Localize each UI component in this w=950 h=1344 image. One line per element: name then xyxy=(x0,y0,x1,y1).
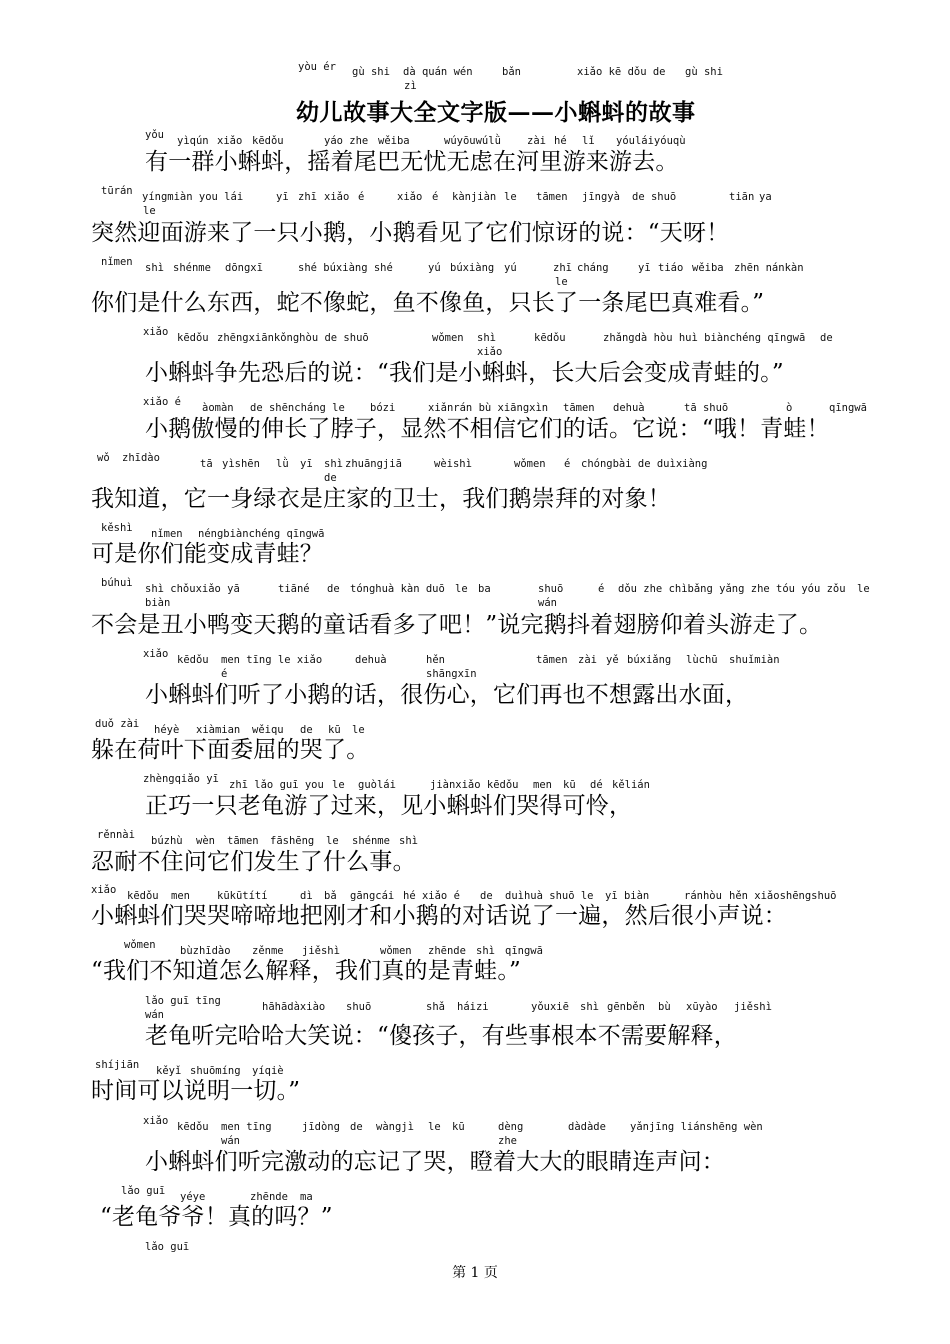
pinyin: jīngyà xyxy=(582,191,620,203)
pinyin: men xyxy=(533,779,552,791)
page-title: 幼儿故事大全文字版——小蝌蚪的故事 xyxy=(296,99,696,126)
pinyin: jīdòng xyxy=(302,1121,340,1133)
pinyin: yú xyxy=(428,262,441,274)
pinyin: yíqiè xyxy=(252,1065,284,1077)
pinyin: yìqún xyxy=(177,135,209,147)
pinyin: le xyxy=(555,276,568,288)
text-line: 小蝌蚪们哭哭啼啼地把刚才和小鹅的对话说了一遍，然后很小声说： xyxy=(91,903,787,929)
text-line: 老龟听完哈哈大笑说：“傻孩子，有些事根本不需要解释， xyxy=(145,1023,737,1049)
pinyin: xiǎo xyxy=(143,326,169,338)
title-pinyin: gù shi xyxy=(685,66,723,78)
pinyin: tā xyxy=(200,458,213,470)
pinyin: qīngwā xyxy=(505,945,543,957)
pinyin: zhēngxiānkǒnghòu de shuō xyxy=(217,332,369,344)
pinyin: le xyxy=(326,835,339,847)
pinyin: wèishì xyxy=(434,458,472,470)
pinyin: tiān xyxy=(729,191,755,203)
pinyin: wúyōuwúlǜ xyxy=(444,135,501,147)
pinyin: tāmen xyxy=(536,654,568,666)
pinyin: dàdàde xyxy=(568,1121,606,1133)
pinyin: zhēnde xyxy=(250,1191,288,1203)
pinyin: àomàn xyxy=(202,402,234,414)
pinyin: wǒmen xyxy=(514,458,546,470)
pinyin: lǎo guī xyxy=(145,1241,190,1253)
pinyin: duǒ zài xyxy=(95,718,140,730)
pinyin: kēdǒu xyxy=(177,1121,209,1133)
pinyin: tūrán xyxy=(101,185,133,197)
pinyin: jiěshì xyxy=(302,945,340,957)
pinyin: shénme xyxy=(352,835,390,847)
pinyin: kū xyxy=(563,779,576,791)
pinyin: dé xyxy=(590,779,603,791)
pinyin: chóngbài de duìxiàng xyxy=(581,458,708,470)
pinyin: zhī lǎo guī you xyxy=(229,779,324,791)
pinyin: wěiba xyxy=(692,262,724,274)
text-line: 我知道，它一身绿衣是庄家的卫士，我们鹅崇拜的对象！ xyxy=(91,486,671,512)
pinyin: duìhuà shuō le xyxy=(505,890,594,902)
text-line: 小蝌蚪争先恐后的说：“我们是小蝌蚪，长大后会变成青蛙的。” xyxy=(145,360,784,386)
pinyin: ò xyxy=(786,402,793,414)
pinyin: dì xyxy=(300,890,313,902)
pinyin: tāmen xyxy=(563,402,595,414)
pinyin: lǎo guī tīng xyxy=(145,995,221,1007)
pinyin: yáo zhe xyxy=(324,135,369,147)
pinyin: gēnběn xyxy=(607,1001,645,1013)
pinyin: kēdǒu xyxy=(177,654,209,666)
pinyin: le xyxy=(332,779,345,791)
pinyin: shì xyxy=(145,262,164,274)
text-line: 小蝌蚪们听了小鹅的话，很伤心，它们再也不想露出水面， xyxy=(145,682,749,708)
pinyin: ránhòu xyxy=(684,890,722,902)
text-line: 小蝌蚪们听完激动的忘记了哭，瞪着大大的眼睛连声问： xyxy=(145,1149,725,1175)
pinyin: lǜ xyxy=(276,458,289,470)
pinyin: jiěshì xyxy=(734,1001,772,1013)
text-line: 躲在荷叶下面委屈的哭了。 xyxy=(91,737,370,763)
pinyin: wán xyxy=(221,1135,240,1147)
pinyin: de xyxy=(324,472,337,484)
pinyin: tāmen xyxy=(227,835,259,847)
pinyin: yī xyxy=(276,191,289,203)
pinyin: xiǎo xyxy=(91,884,117,896)
title-pinyin: xiǎo kē dǒu de xyxy=(577,66,666,78)
pinyin: bù xyxy=(658,1001,671,1013)
pinyin: dehuà xyxy=(355,654,387,666)
pinyin: kànjiàn xyxy=(452,191,497,203)
pinyin: kūkūtítí xyxy=(217,890,268,902)
pinyin: shì chǒuxiǎo yā xyxy=(145,583,240,595)
pinyin: zhuāngjiā xyxy=(345,458,402,470)
pinyin: fāshēng xyxy=(270,835,315,847)
text-line: 不会是丑小鸭变天鹅的童话看多了吧！”说完鹅抖着翅膀仰着头游走了。 xyxy=(91,612,823,638)
pinyin: zhīdào xyxy=(122,452,160,464)
pinyin: kēdǒu xyxy=(252,135,284,147)
pinyin: zhēn nánkàn xyxy=(734,262,804,274)
pinyin: shāngxīn xyxy=(426,668,477,680)
pinyin: yéye xyxy=(180,1191,206,1203)
title-pinyin: bǎn xyxy=(502,66,521,78)
pinyin: tiáo xyxy=(658,262,684,274)
pinyin: xiǎo xyxy=(477,346,503,358)
pinyin: yú xyxy=(504,262,517,274)
text-line: 小鹅傲慢的伸长了脖子，显然不相信它们的话。它说：“哦！青蛙！ xyxy=(145,416,830,442)
pinyin: nǐmen xyxy=(151,528,183,540)
pinyin: qīngwā xyxy=(829,402,867,414)
pinyin: háizi xyxy=(457,1001,489,1013)
pinyin: xiǎo xyxy=(217,135,243,147)
pinyin: bǎ xyxy=(324,890,337,902)
pinyin: hé xyxy=(554,135,567,147)
pinyin: dōngxī xyxy=(225,262,263,274)
title-pinyin: zì xyxy=(404,80,417,92)
pinyin: zài xyxy=(578,654,597,666)
pinyin: kěshì xyxy=(101,522,133,534)
text-line: “老龟爷爷！真的吗？” xyxy=(100,1204,333,1230)
text-line: 可是你们能变成青蛙？ xyxy=(91,541,323,567)
pinyin: kū xyxy=(328,724,341,736)
text-line: “我们不知道怎么解释，我们真的是青蛙。” xyxy=(91,958,522,984)
pinyin: yī biàn xyxy=(605,890,650,902)
pinyin: zhī xyxy=(298,191,317,203)
pinyin: zěnme xyxy=(252,945,284,957)
pinyin: wěiqu xyxy=(252,724,284,736)
pinyin: tāmen xyxy=(536,191,568,203)
pinyin: shì xyxy=(476,945,495,957)
pinyin: hěn xyxy=(426,654,445,666)
pinyin: kěyǐ xyxy=(156,1065,182,1077)
pinyin: le xyxy=(857,583,870,595)
pinyin: xiǎo xyxy=(324,191,350,203)
pinyin: de xyxy=(327,583,340,595)
pinyin: hěn xiǎoshēngshuō xyxy=(729,890,837,902)
pinyin: lǎo guī xyxy=(121,1185,166,1197)
pinyin: bózi xyxy=(370,402,396,414)
pinyin: yóuláiyóuqù xyxy=(616,135,686,147)
pinyin: wán xyxy=(538,597,557,609)
pinyin: dehuà xyxy=(613,402,645,414)
pinyin: le xyxy=(143,205,156,217)
pinyin: xūyào xyxy=(686,1001,718,1013)
pinyin: men xyxy=(171,890,190,902)
text-line: 突然迎面游来了一只小鹅，小鹅看见了它们惊讶的说：“天呀！ xyxy=(91,220,730,246)
pinyin: rěnnài xyxy=(97,829,135,841)
pinyin: shénme xyxy=(173,262,211,274)
pinyin: le xyxy=(504,191,517,203)
pinyin: le xyxy=(352,724,365,736)
pinyin: men tīng le xiǎo xyxy=(221,654,323,666)
text-line: 正巧一只老龟游了过来，见小蝌蚪们哭得可怜， xyxy=(145,793,633,819)
pinyin: tónghuà kàn duō xyxy=(350,583,445,595)
pinyin: shuōmíng xyxy=(190,1065,241,1077)
pinyin: de xyxy=(350,1121,363,1133)
pinyin: yìshēn xyxy=(222,458,260,470)
pinyin: shì xyxy=(324,458,343,470)
pinyin: tiāné xyxy=(278,583,310,595)
pinyin: xiàmian xyxy=(196,724,241,736)
pinyin: wǒ xyxy=(97,452,110,464)
pinyin: guòlái xyxy=(358,779,396,791)
pinyin: yǎnjīng liánshēng wèn xyxy=(630,1121,763,1133)
pinyin: cháng xyxy=(577,262,609,274)
pinyin: yǒu xyxy=(145,129,164,141)
pinyin: shé búxiàng shé xyxy=(298,262,393,274)
pinyin: é xyxy=(221,668,228,680)
pinyin: dèng xyxy=(498,1121,524,1133)
pinyin: nǐmen xyxy=(101,256,133,268)
pinyin: shuō xyxy=(538,583,564,595)
pinyin: kēdǒu xyxy=(177,332,209,344)
pinyin: le xyxy=(455,583,468,595)
pinyin: wèn xyxy=(196,835,215,847)
pinyin: búxiǎng xyxy=(627,654,672,666)
pinyin: shíjiān xyxy=(95,1059,140,1071)
pinyin: wǒmen xyxy=(432,332,464,344)
text-line: 你们是什么东西，蛇不像蛇，鱼不像鱼，只长了一条尾巴真难看。” xyxy=(91,290,765,316)
pinyin: hāhādàxiào xyxy=(262,1001,326,1013)
pinyin: yě xyxy=(606,654,619,666)
pinyin: de shuō xyxy=(632,191,677,203)
text-line: 有一群小蝌蚪，摇着尾巴无忧无虑在河里游来游去。 xyxy=(145,149,679,175)
pinyin: kū xyxy=(452,1121,465,1133)
pinyin: xiǎnrán bù xiāngxìn xyxy=(428,402,549,414)
pinyin: men tīng xyxy=(221,1121,272,1133)
pinyin: kēdǒu xyxy=(127,890,159,902)
pinyin: é xyxy=(358,191,365,203)
pinyin: zài xyxy=(527,135,546,147)
pinyin: de xyxy=(820,332,833,344)
pinyin: de xyxy=(300,724,313,736)
pinyin: wán xyxy=(145,1009,164,1021)
pinyin: héyè xyxy=(154,724,180,736)
pinyin: xiǎo xyxy=(143,648,169,660)
pinyin: xiǎo xyxy=(143,1115,169,1127)
pinyin: jiànxiǎo kēdǒu xyxy=(430,779,519,791)
pinyin: zhǎngdà hòu huì biànchéng qīngwā xyxy=(603,332,806,344)
pinyin: zhī xyxy=(553,262,572,274)
pinyin: zhèngqiǎo yī xyxy=(143,773,219,785)
pinyin: kēdǒu xyxy=(534,332,566,344)
pinyin: é xyxy=(432,191,439,203)
pinyin: shì xyxy=(399,835,418,847)
pinyin: wǒmen xyxy=(124,939,156,951)
pinyin: biàn xyxy=(145,597,171,609)
pinyin: shǎ xyxy=(426,1001,445,1013)
pinyin: yǒuxiē xyxy=(531,1001,569,1013)
pinyin: yíngmiàn you lái xyxy=(142,191,244,203)
title-pinyin: yòu ér xyxy=(298,61,336,73)
text-line: 时间可以说明一切。” xyxy=(91,1078,301,1104)
pinyin: de shēncháng le xyxy=(250,402,345,414)
pinyin: búzhù xyxy=(151,835,183,847)
pinyin: xiǎo xyxy=(397,191,423,203)
pinyin: zhe xyxy=(498,1135,517,1147)
text-line: 忍耐不住问它们发生了什么事。 xyxy=(91,849,416,875)
pinyin: tā shuō xyxy=(684,402,729,414)
pinyin: shì xyxy=(477,332,496,344)
pinyin: xiǎo é xyxy=(143,396,181,408)
pinyin: é xyxy=(564,458,571,470)
pinyin: néngbiànchéng qīngwā xyxy=(198,528,325,540)
pinyin: ya xyxy=(759,191,772,203)
pinyin: hé xiǎo é xyxy=(403,890,460,902)
pinyin: gāngcái xyxy=(350,890,395,902)
pinyin: de xyxy=(480,890,493,902)
pinyin: kělián xyxy=(612,779,650,791)
pinyin: yī xyxy=(638,262,651,274)
pinyin: dǒu zhe chìbǎng yǎng zhe tóu yóu zǒu xyxy=(618,583,846,595)
pinyin: zhēnde xyxy=(428,945,466,957)
pinyin: búxiàng xyxy=(450,262,495,274)
pinyin: le xyxy=(428,1121,441,1133)
pinyin: lǐ xyxy=(582,135,595,147)
pinyin: lùchū xyxy=(686,654,718,666)
pinyin: é xyxy=(598,583,605,595)
title-pinyin: gù shi xyxy=(352,66,390,78)
pinyin: shì xyxy=(580,1001,599,1013)
pinyin: yī xyxy=(300,458,313,470)
page-number: 第 1 页 xyxy=(452,1265,498,1281)
pinyin: búhuì xyxy=(101,577,133,589)
pinyin: wěiba xyxy=(378,135,410,147)
pinyin: shuǐmiàn xyxy=(729,654,780,666)
pinyin: bùzhīdào xyxy=(180,945,231,957)
pinyin: shuō xyxy=(346,1001,372,1013)
pinyin: ma xyxy=(300,1191,313,1203)
pinyin: wǒmen xyxy=(380,945,412,957)
pinyin: wàngjì xyxy=(376,1121,414,1133)
pinyin: ba xyxy=(478,583,491,595)
title-pinyin: dà quán wén xyxy=(403,66,473,78)
